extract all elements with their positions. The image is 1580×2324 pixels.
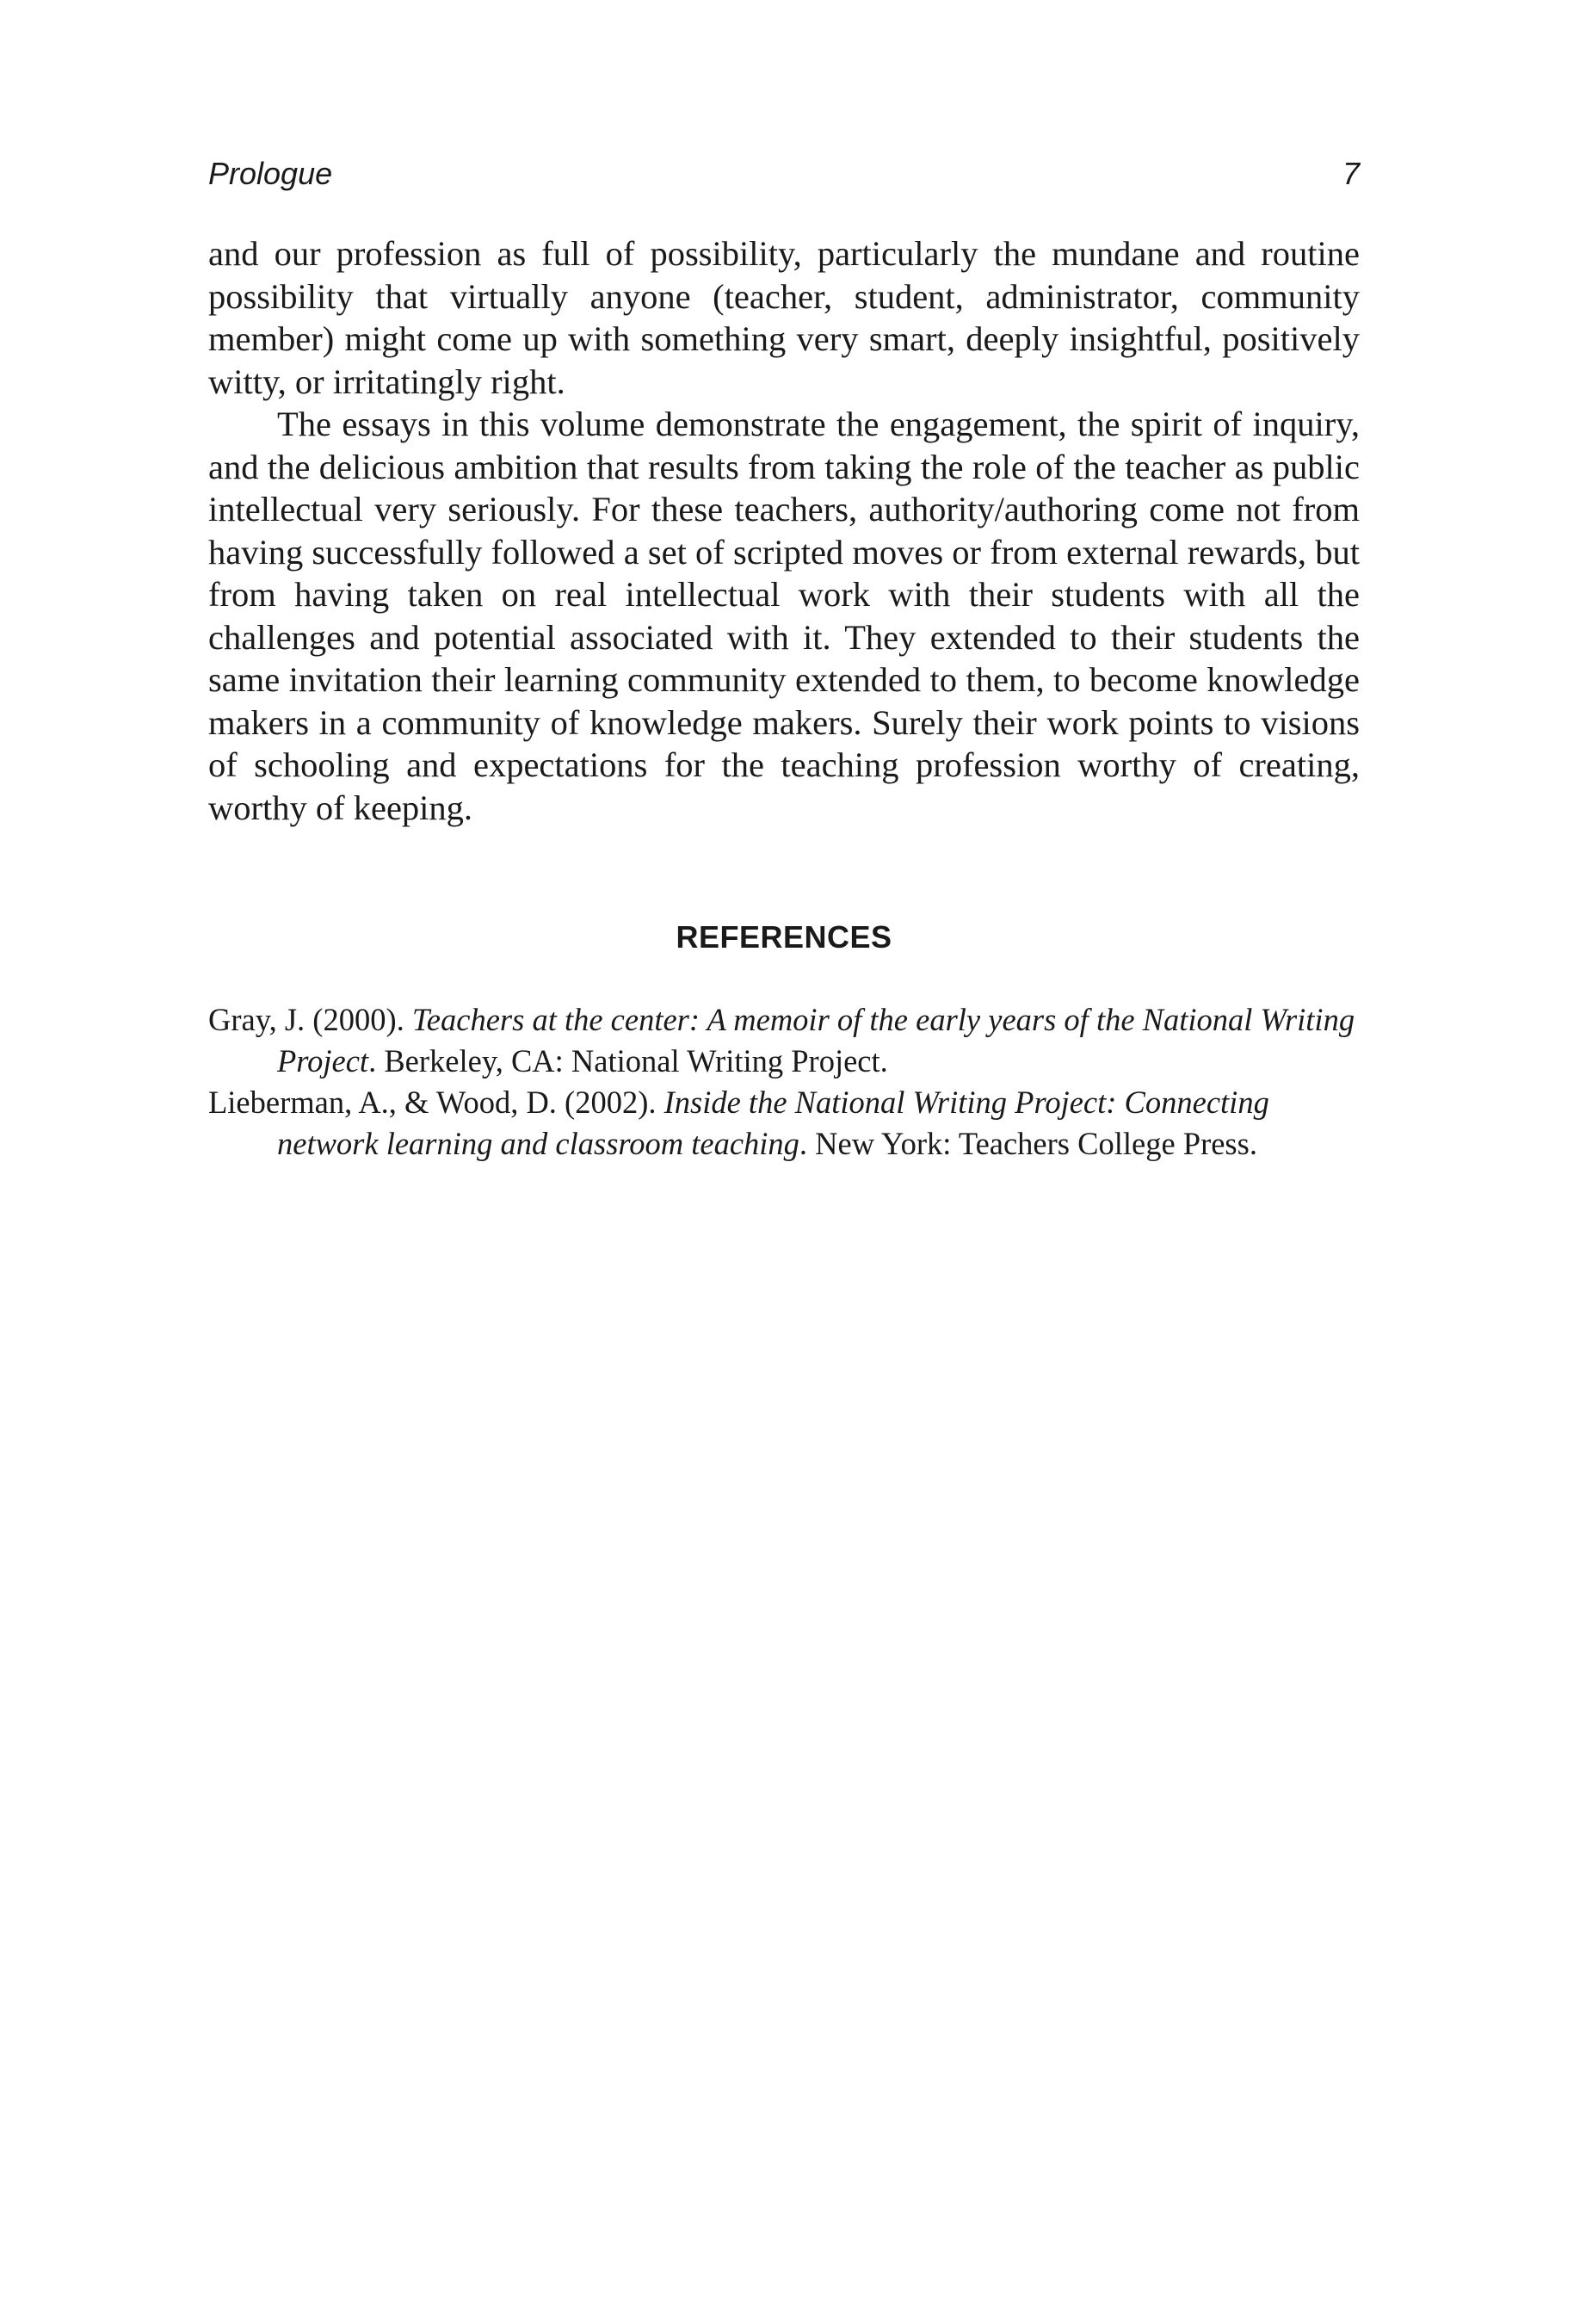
body-paragraph: and our profession as full of possibility, particularly the mundane and routine possibility that virtually anyone (teacher, student, administrator, community member) might come up with something very smart, deeply insightful, positively witty, or irritatingly right.	[208, 234, 1360, 401]
reference-publication: . Berkeley, CA: National Writing Project.	[368, 1043, 888, 1079]
reference-entry	[208, 999, 1360, 1082]
reference-title: Inside the National Writing Project: Connecting network learning and classroom teaching	[277, 1085, 1269, 1161]
reference-authors: Lieberman, A., & Wood, D. (2002).	[208, 1085, 657, 1120]
reference-title: Teachers at the center: A memoir of the early years of the National Writing Project	[277, 1002, 1355, 1079]
running-head-section-title: Prologue	[208, 156, 333, 191]
body-text	[208, 232, 1360, 829]
page-number: 7	[1342, 156, 1360, 191]
reference-entry	[208, 1082, 1360, 1165]
reference-publication: . New York: Teachers College Press.	[799, 1126, 1257, 1161]
running-head	[208, 153, 1360, 195]
book-page	[208, 153, 1360, 1165]
references-list	[208, 999, 1360, 1165]
references-heading: REFERENCES	[676, 919, 892, 955]
reference-authors: Gray, J. (2000).	[208, 1002, 404, 1037]
body-paragraph: The essays in this volume demonstrate the engagement, the spirit of inquiry, and the delicious ambition that results from taking the role of the teacher as public intellectual very seriously. For these teachers, authority/authoring come not from having successfully followed a set of scripted moves or from external rewards, but from having taken on real intellectual work with their students with all the challenges and potential associated with it. They extended to their students the same invitation their learning community extended to them, to become knowledge makers in a community of knowledge makers. Surely their work points to visions of schooling and expectations for the teaching profession worthy of creating, worthy of keeping.	[208, 405, 1360, 827]
